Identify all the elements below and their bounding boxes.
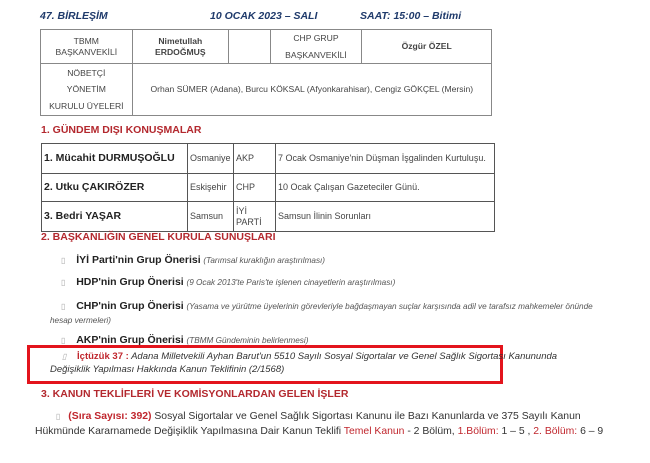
section-3-title: 3. KANUN TEKLİFLERİ VE KOMİSYONLARDAN GELEN İŞLER: [41, 388, 349, 400]
bullet-icon: ▯: [61, 302, 66, 311]
session-date: 10 OCAK 2023 – SALI: [210, 10, 318, 22]
speaker-party: AKP: [234, 144, 276, 174]
speech-topic: Samsun İlinin Sorunları: [276, 202, 495, 232]
speaker-party: CHP: [234, 174, 276, 202]
session-header: [40, 8, 510, 24]
speaker-city: Eskişehir: [188, 174, 234, 202]
ictuzuk-label: İçtüzük 37 :: [77, 351, 129, 362]
speaker-city: Samsun: [188, 202, 234, 232]
duty-committee-members: Orhan SÜMER (Adana), Burcu KÖKSAL (Afyonkarahisar), Cengiz GÖKÇEL (Mersin): [132, 64, 491, 116]
bullet-icon: ▯: [61, 278, 66, 287]
session-number: 47. BİRLEŞİM: [40, 10, 108, 22]
speaker-name: 2. Utku ÇAKIRÖZER: [42, 174, 188, 202]
empty-cell: [229, 30, 271, 64]
bullet-icon: ▯: [61, 336, 66, 345]
list-item: ▯ CHP'nin Grup Önerisi (Yasama ve yürütme üyelerinin görevleriyle bağdaşmayan suçlar karşısında adil ve tarafsız mahkemeler önünde: [61, 300, 593, 312]
bullet-icon: ▯: [61, 256, 66, 265]
speaker-name: 1. Mücahit DURMUŞOĞLU: [42, 144, 188, 174]
sira-sayisi: (Sıra Sayısı: 392): [68, 411, 152, 422]
list-item: ▯ HDP'nin Grup Önerisi (9 Ocak 2013'te Paris'te işlenen cinayetlerin araştırılması): [61, 276, 396, 288]
speaker-name: 3. Bedri YAŞAR: [42, 202, 188, 232]
table-row: [42, 144, 495, 174]
session-time: SAAT: 15:00 – Bitimi: [360, 10, 462, 22]
duty-committee-label: NÖBETÇİ YÖNETİM KURULU ÜYELERİ: [41, 64, 133, 116]
bullet-icon: ▯: [55, 412, 61, 421]
bullet-icon: ▯: [62, 352, 67, 361]
list-item: ▯ İYİ Parti'nin Grup Önerisi (Tarımsal kuraklığın araştırılması): [61, 254, 326, 266]
temel-kanun-link: Temel Kanun: [343, 426, 405, 438]
speeches-table: [41, 143, 495, 232]
ictuzuk-item: ▯ İçtüzük 37 : Adana Milletvekili Ayhan Barut'un 5510 Sayılı Sosyal Sigortalar ve Genel Sağlık Sigortası Kanununda Değişiklik Yapılması Hakkında Kanun Teklifinin (2/1568): [50, 351, 558, 376]
officials-table: [40, 29, 492, 116]
table-row: [42, 202, 495, 232]
list-item-continuation: hesap vermeleri): [50, 316, 111, 325]
section-1-title: 1. GÜNDEM DIŞI KONUŞMALAR: [41, 124, 202, 136]
chp-deputy-name: Özgür ÖZEL: [362, 30, 492, 64]
bill-paragraph: ▯ (Sıra Sayısı: 392) Sosyal Sigortalar ve Genel Sağlık Sigortası Kanunu ile Bazı Kanunlarda ve 375 Sayılı Kanun Hükmünde Kararnamede Değişiklik Yapılmasına Dair Kanun Teklifi Temel Kanun - 2 Bölüm, 1.Bölüm: 1 – 5 , 2. Bölüm: 6 – 9: [35, 411, 604, 438]
tbmm-role: TBMM BAŞKANVEKİLİ: [41, 30, 133, 64]
table-row: [42, 174, 495, 202]
section-2-title: 2. BAŞKANLIĞIN GENEL KURULA SUNUŞLARI: [41, 231, 276, 243]
speaker-city: Osmaniye: [188, 144, 234, 174]
tbmm-deputy-name: Nimetullah ERDOĞMUŞ: [132, 30, 228, 64]
chp-role: CHP GRUP BAŞKANVEKİLİ: [270, 30, 362, 64]
speech-topic: 7 Ocak Osmaniye'nin Düşman İşgalinden Kurtuluşu.: [276, 144, 495, 174]
list-item: ▯ AKP'nin Grup Önerisi (TBMM Gündeminin belirlenmesi): [61, 334, 309, 346]
speech-topic: 10 Ocak Çalışan Gazeteciler Günü.: [276, 174, 495, 202]
speaker-party: İYİ PARTİ: [234, 202, 276, 232]
